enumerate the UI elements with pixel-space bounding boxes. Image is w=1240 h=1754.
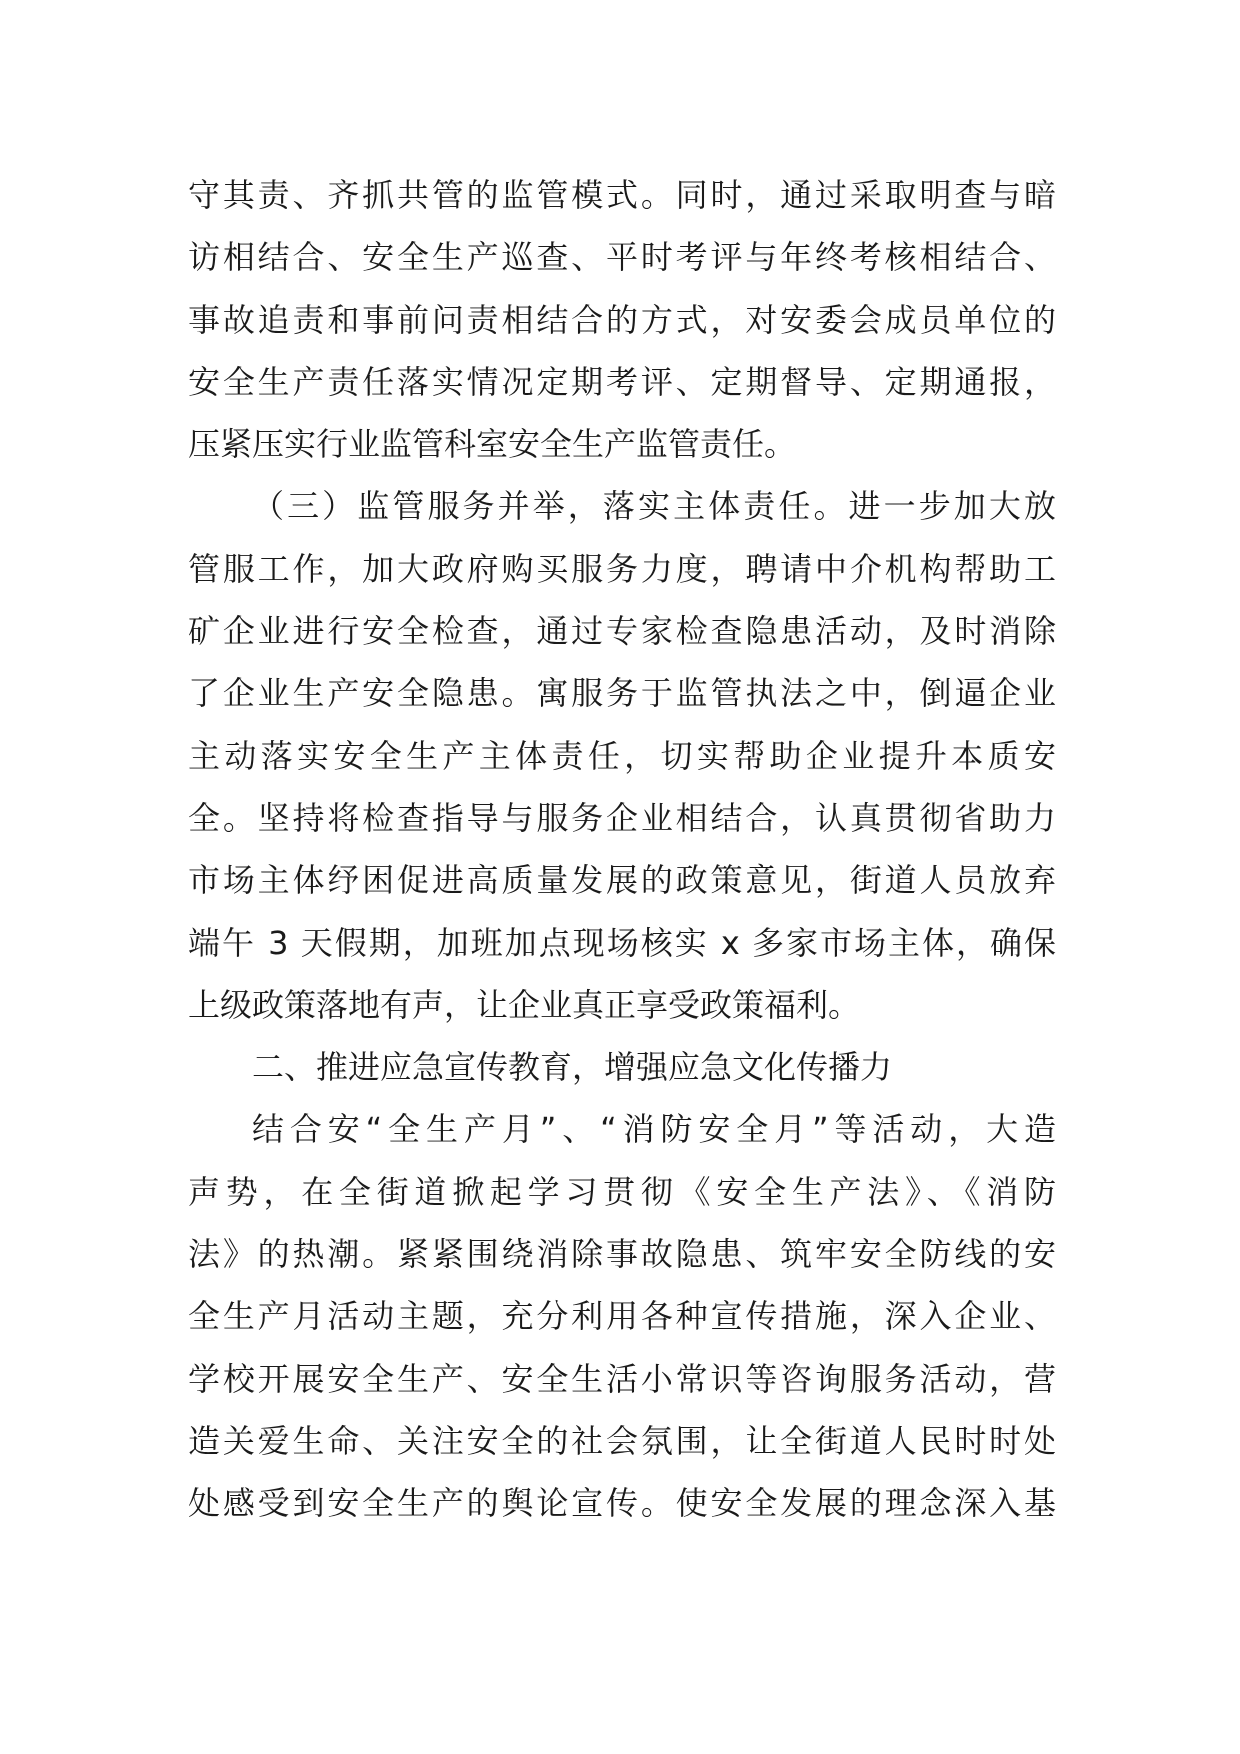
text-line: 学校开展安全生产、安全生活小常识等咨询服务活动，营 xyxy=(188,1359,1056,1398)
text-line: 守其责、齐抓共管的监管模式。同时，通过采取明查与暗 xyxy=(188,176,1056,214)
text-line: 法》的热潮。紧紧围绕消除事故隐患、筑牢安全防线的安 xyxy=(188,1235,1056,1274)
text-line: 市场主体纾困促进高质量发展的政策意见，街道人员放弃 xyxy=(188,861,1056,900)
text-line: 上级政策落地有声，让企业真正享受政策福利。 xyxy=(188,985,861,1024)
text-line: 处感受到安全生产的舆论宣传。使安全发展的理念深入基 xyxy=(188,1484,1056,1523)
text-line: 压紧压实行业监管科室安全生产监管责任。 xyxy=(188,425,797,464)
text-line: 事故追责和事前问责相结合的方式，对安委会成员单位的 xyxy=(188,300,1056,339)
section-heading: 二、推进应急宣传教育，增强应急文化传播力 xyxy=(252,1048,893,1087)
text-line: 管服工作，加大政府购买服务力度，聘请中介机构帮助工 xyxy=(188,549,1056,588)
subheading-line: （三）监管服务并举，落实主体责任。进一步加大放 xyxy=(252,487,1056,526)
text-line: 矿企业进行安全检查，通过专家检查隐患活动，及时消除 xyxy=(188,612,1056,651)
text-line: 主动落实安全生产主体责任，切实帮助企业提升本质安 xyxy=(188,736,1056,775)
text-line: 造关爱生命、关注安全的社会氛围，让全街道人民时时处 xyxy=(188,1421,1056,1460)
text-line: 访相结合、安全生产巡查、平时考评与年终考核相结合、 xyxy=(188,238,1056,277)
text-line: 全。坚持将检查指导与服务企业相结合，认真贯彻省助力 xyxy=(188,798,1056,837)
text-line: 安全生产责任落实情况定期考评、定期督导、定期通报， xyxy=(188,362,1056,401)
text-line: 了企业生产安全隐患。寓服务于监管执法之中，倒逼企业 xyxy=(188,674,1056,713)
text-line: 结合安“全生产月”、“消防安全月”等活动，大造 xyxy=(252,1110,1056,1149)
text-line: 声势，在全街道掀起学习贯彻《安全生产法》、《消防 xyxy=(188,1172,1056,1211)
text-line: 全生产月活动主题，充分利用各种宣传措施，深入企业、 xyxy=(188,1297,1056,1336)
document-body xyxy=(188,164,1056,1535)
text-line: 端午 3 天假期，加班加点现场核实 x 多家市场主体，确保 xyxy=(188,923,1056,962)
